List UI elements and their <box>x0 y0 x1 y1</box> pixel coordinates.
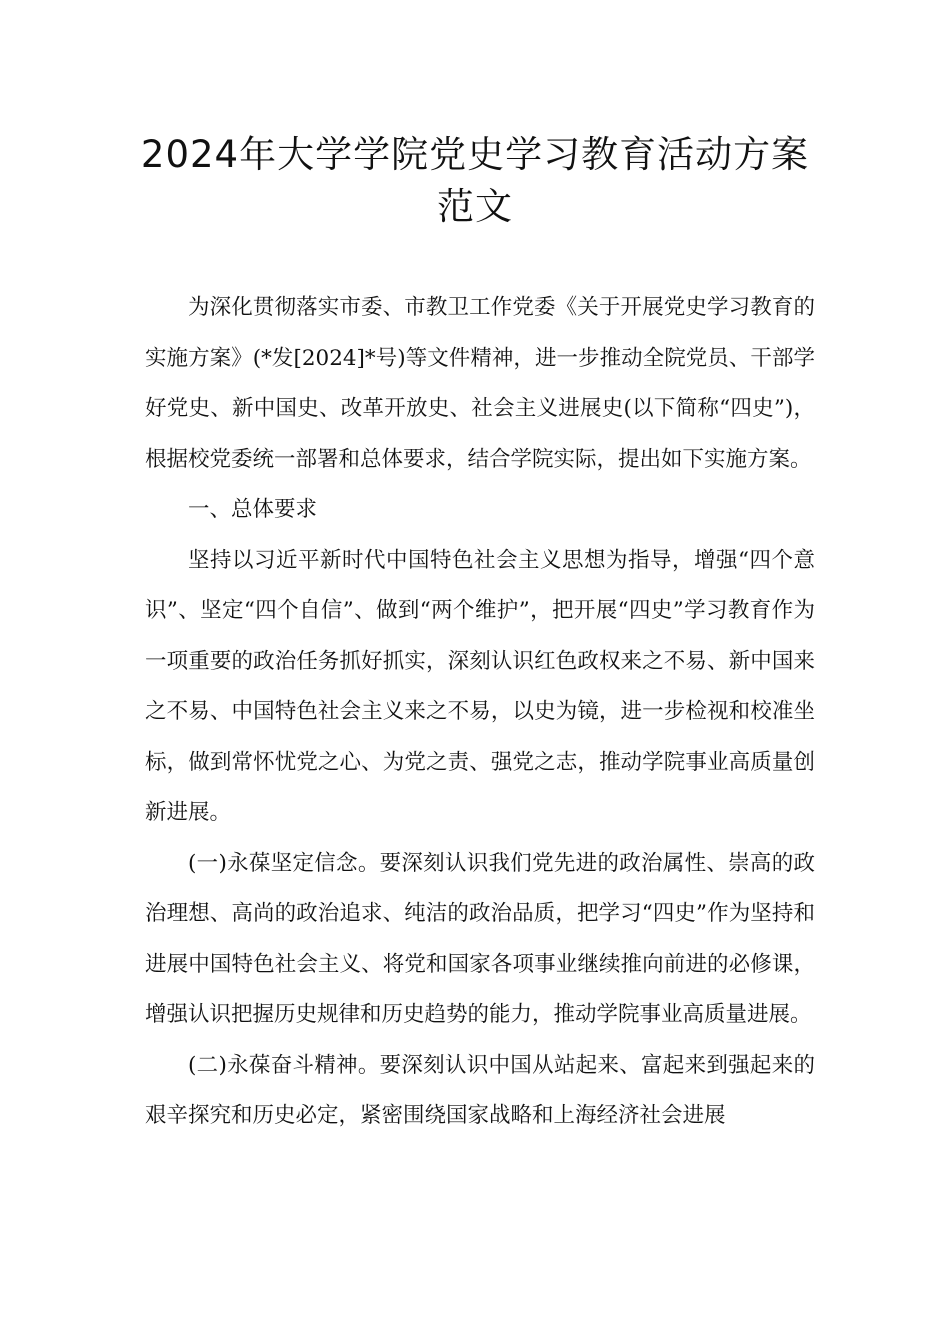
paragraph-fighting-spirit: (二)永葆奋斗精神。要深刻认识中国从站起来、富起来到强起来的艰辛探究和历史必定，紧密围绕国家战略和上海经济社会进展 <box>145 1052 815 1128</box>
paragraph-guiding-thought: 坚持以习近平新时代中国特色社会主义思想为指导，增强“四个意识”、坚定“四个自信”、做到“两个维护”，把开展“四史”学习教育作为一项重要的政治任务抓好抓实，深刻认识红色政权来之不易、新中国来之不易、中国特色社会主义来之不易，以史为镜，进一步检视和校准坐标，做到常怀忧党之心、为党之责、强党之志，推动学院事业高质量创新进展。 <box>145 547 815 825</box>
section-heading-overall-requirements: 一、总体要求 <box>188 497 318 522</box>
document-title-line-2: 范文 <box>437 185 513 228</box>
paragraph-intro: 为深化贯彻落实市委、市教卫工作党委《关于开展党史学习教育的实施方案》(*发[2024]*号)等文件精神，进一步推动全院党员、干部学好党史、新中国史、改革开放史、社会主义进展史(以下简称“四史”)，根据校党委统一部署和总体要求，结合学院实际，提出如下实施方案。 <box>145 295 815 472</box>
paragraph-firm-belief: (一)永葆坚定信念。要深刻认识我们党先进的政治属性、崇高的政治理想、高尚的政治追求、纯洁的政治品质，把学习“四史”作为坚持和进展中国特色社会主义、将党和国家各项事业继续推向前进的必修课，增强认识把握历史规律和历史趋势的能力，推动学院事业高质量进展。 <box>145 850 815 1027</box>
document-body <box>145 283 815 1142</box>
document-title-line-1: 2024年大学学院党史学习教育活动方案 <box>140 133 810 176</box>
